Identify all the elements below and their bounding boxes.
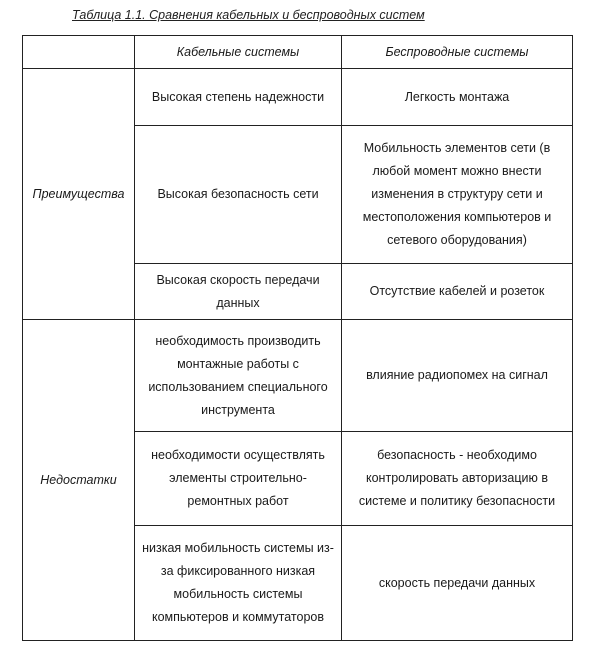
- comparison-table: [22, 35, 573, 641]
- cable-cell: необходимость производить монтажные работы с использованием специального инструмента: [135, 320, 342, 432]
- cable-cell: низкая мобильность системы из-за фиксированного низкая мобильность системы компьютеров и коммутаторов: [135, 526, 342, 641]
- group-label-advantages: Преимущества: [23, 69, 135, 320]
- table-row: [23, 69, 573, 126]
- wireless-cell: Легкость монтажа: [342, 69, 573, 126]
- header-empty-cell: [23, 36, 135, 69]
- cable-cell: Высокая скорость передачи данных: [135, 264, 342, 320]
- wireless-cell: влияние радиопомех на сигнал: [342, 320, 573, 432]
- cable-cell: необходимости осуществлять элементы строительно-ремонтных работ: [135, 432, 342, 526]
- wireless-cell: безопасность - необходимо контролировать авторизацию в системе и политику безопасности: [342, 432, 573, 526]
- group-label-disadvantages: Недостатки: [23, 320, 135, 641]
- wireless-cell: Мобильность элементов сети (в любой момент можно внести изменения в структуру сети и местоположения компьютеров и сетевого оборудования): [342, 126, 573, 264]
- cable-cell: Высокая степень надежности: [135, 69, 342, 126]
- wireless-cell: Отсутствие кабелей и розеток: [342, 264, 573, 320]
- cable-cell: Высокая безопасность сети: [135, 126, 342, 264]
- header-row: [23, 36, 573, 69]
- header-wireless-systems: Беспроводные системы: [342, 36, 573, 69]
- table-row: [23, 320, 573, 432]
- table-caption: Таблица 1.1. Сравнения кабельных и беспроводных систем: [72, 8, 425, 22]
- wireless-cell: скорость передачи данных: [342, 526, 573, 641]
- header-cable-systems: Кабельные системы: [135, 36, 342, 69]
